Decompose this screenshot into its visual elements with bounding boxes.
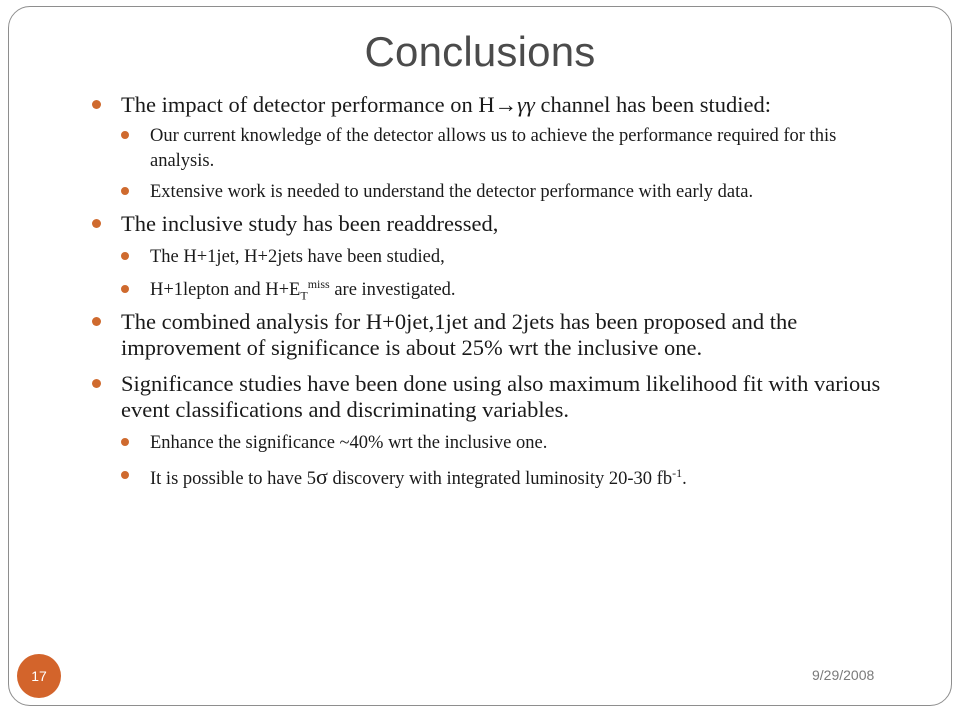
subbullet-enhance-significance: Enhance the significance ~40% wrt the inclusive one. [121, 431, 902, 456]
bullet-icon [121, 471, 129, 479]
bullet-icon [92, 379, 101, 388]
bullet-icon [121, 438, 129, 446]
bullet-combined-analysis: The combined analysis for H+0jet,1jet and 2jets has been proposed and the improvement of significance is about 25% wrt the inclusive one. [92, 309, 902, 361]
bullet-icon [121, 252, 129, 260]
bullet-significance-studies: Significance studies have been done using also maximum likelihood fit with various event classifications and discriminating variables. [92, 371, 902, 423]
subbullet-jets-studied: The H+1jet, H+2jets have been studied, [121, 245, 902, 270]
bullet-icon [92, 317, 101, 326]
slide-date: 9/29/2008 [812, 667, 875, 683]
bullet-icon [121, 285, 129, 293]
slide-content [92, 92, 902, 498]
subbullet-current-knowledge: Our current knowledge of the detector allows us to achieve the performance required for this analysis. [121, 124, 902, 174]
bullet-icon [121, 131, 129, 139]
bullet-inclusive-study: The inclusive study has been readdressed, [92, 211, 902, 237]
page-number-badge: 17 [17, 654, 61, 698]
subbullet-extensive-work: Extensive work is needed to understand the detector performance with early data. [121, 180, 902, 205]
slide-title: Conclusions [364, 28, 596, 75]
bullet-icon [92, 219, 101, 228]
bullet-detector-impact: The impact of detector performance on H→γγ channel has been studied: [92, 92, 902, 118]
bullet-icon [121, 187, 129, 195]
subbullet-lepton-met: H+1lepton and $H+E_T^{miss}$ are investigated. [121, 278, 902, 303]
subbullet-discovery: It is possible to have 5σ discovery with integrated luminosity 20-30 $fb^{-1}$. [121, 464, 902, 492]
bullet-icon [92, 100, 101, 109]
